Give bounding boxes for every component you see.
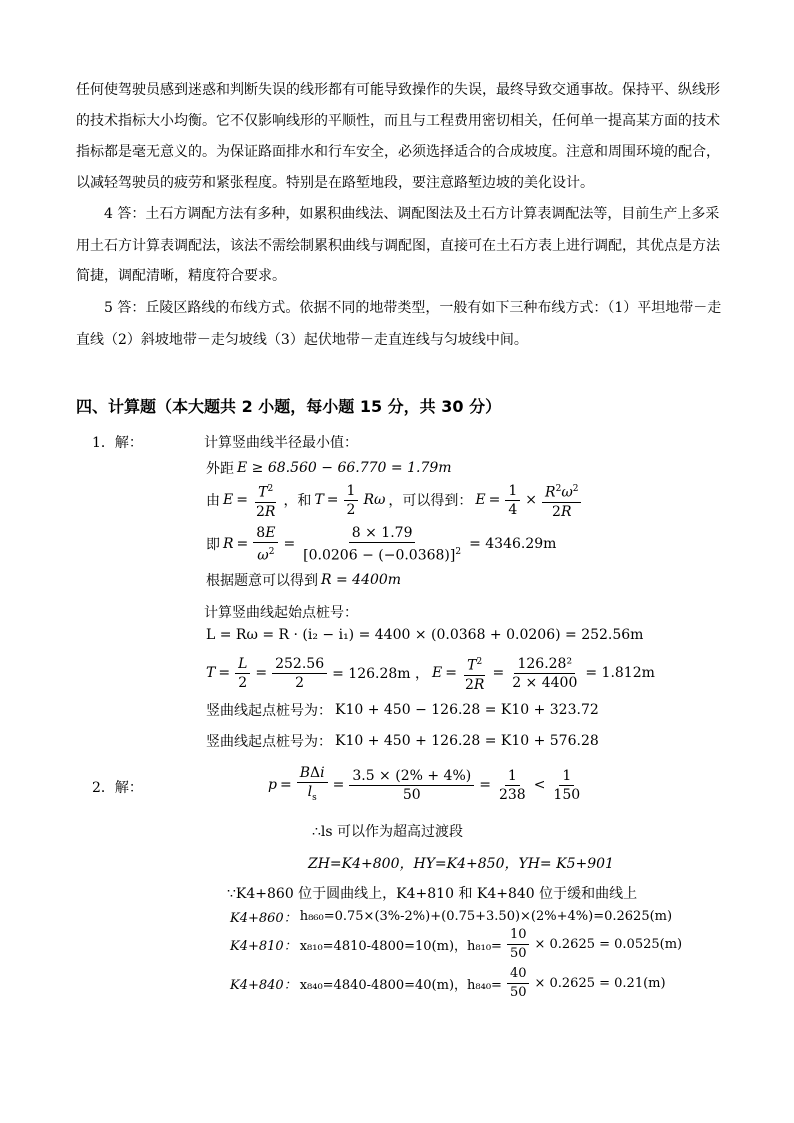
q2-conclusion: ∴ls 可以作为超高过渡段 xyxy=(312,824,464,840)
q2-stations: ZH=K4+800，HY=K4+850，YH= K5+901 xyxy=(308,856,614,872)
answer-5-line-1: 5 答：丘陵区路线的布线方式。依据不同的地带类型，一般有如下三种布线方式：（1）平坦地带－走 xyxy=(104,300,722,316)
q2-positions: ∵K4+860 位于圆曲线上，K4+810 和 K4+840 位于缓和曲线上 xyxy=(227,886,638,902)
q1-eq-radius: 即 R = $\frac{8E}{\omega^2}$ = $\frac{8 \times 1.79}{[0.0206 - (-0.0368)]^2}$ = 4346.29m xyxy=(206,525,557,564)
section-heading: 四、计算题（本大题共 2 小题，每小题 15 分，共 30 分） xyxy=(76,397,502,416)
answer-4-line-3: 简捷，调配清晰，精度符合要求。 xyxy=(76,268,286,284)
q1-step1-text: 计算竖曲线半径最小值： xyxy=(204,435,358,451)
q1-eq-tangent-external: T = $\frac{L}{2}$ = $\frac{252.56}{2}$ = 126.28m ， E = $\frac{T^2}{2R}$ = $\frac{\text{126.28²}}{2 \times 4400}$ = 1.812m xyxy=(206,653,655,694)
q2-label: 2．解： xyxy=(92,780,143,796)
answer-5-line-2: 直线（2）斜坡地带－走匀坡线（3）起伏地带－走直连线与匀坡线中间。 xyxy=(76,332,528,348)
q2-eq-k4-810: K4+810： x₈₁₀=4810-4800=10(m)，h₈₁₀= $\frac{10}{50}$ × 0.2625 = 0.0525(m) xyxy=(230,927,683,961)
q1-step2-text: 计算竖曲线起始点桩号： xyxy=(204,605,358,621)
q1-eq-radius-chosen: 根据题意可以得到 R = 4400m xyxy=(206,572,402,589)
answer-4-line-1: 4 答：土石方调配方法有多种，如累积曲线法、调配图法及土石方计算表调配法等，目前生产上多采 xyxy=(104,206,720,222)
q1-eq-relations: 由 E = $\frac{T^2}{2R}$ ，和 T = $\frac{1}{2}$ Rω ，可以得到： E = $\frac{1}{4}$ × $\frac{R^2\omega^2}{2R}$ xyxy=(206,480,583,521)
answer-3-line-1: 任何使驾驶员感到迷惑和判断失误的线形都有可能导致操作的失误，最终导致交通事故。保持平、纵线形 xyxy=(76,82,720,98)
q1-eq-curve-length: L = Rω = R · (i₂ − i₁) = 4400 × (0.0368 + 0.0206) = 252.56m xyxy=(206,627,644,643)
q1-label: 1．解： xyxy=(92,435,143,451)
answer-3-line-4: 以减轻驾驶员的疲劳和紧张程度。特别是在路堑地段，要注意路堑边坡的美化设计。 xyxy=(76,175,594,191)
answer-4-line-2: 用土石方计算表调配法，该法不需绘制累积曲线与调配图，直接可在土石方表上进行调配，其优点是方法 xyxy=(76,238,720,254)
q1-eq-end-station: 竖曲线起点桩号为： K10 + 450 + 126.28 = K10 + 576.28 xyxy=(206,733,599,750)
q2-eq-k4-840: K4+840： x₈₄₀=4840-4800=40(m)，h₈₄₀= $\frac{40}{50}$ × 0.2625 = 0.21(m) xyxy=(230,966,666,1000)
answer-3-line-3: 指标都是毫无意义的。为保证路面排水和行车安全，必须选择适合的合成坡度。注意和周围环境的配合， xyxy=(76,144,720,160)
q1-eq-start-station: 竖曲线起点桩号为： K10 + 450 − 126.28 = K10 + 323.72 xyxy=(206,702,599,719)
answer-3-line-2: 的技术指标大小均衡。它不仅影响线形的平顺性，而且与工程费用密切相关，任何单一提高某方面的技术 xyxy=(76,113,720,129)
q2-eq-relative-slope: p = $\frac{\text{BΔi}}{l_s}$ = $\frac{3.5 \times (2\% + 4\%)}{50}$ = $\frac{1}{238}$ < $\frac{1}{150}$ xyxy=(268,765,581,803)
q2-eq-k4-860: K4+860： h₈₆₀=0.75×(3%-2%)+(0.75+3.50)×(2%+4%)=0.2625(m) xyxy=(230,909,673,926)
q1-eq-outer-distance: 外距 E ≥ 68.560 − 66.770 = 1.79m xyxy=(206,460,452,477)
